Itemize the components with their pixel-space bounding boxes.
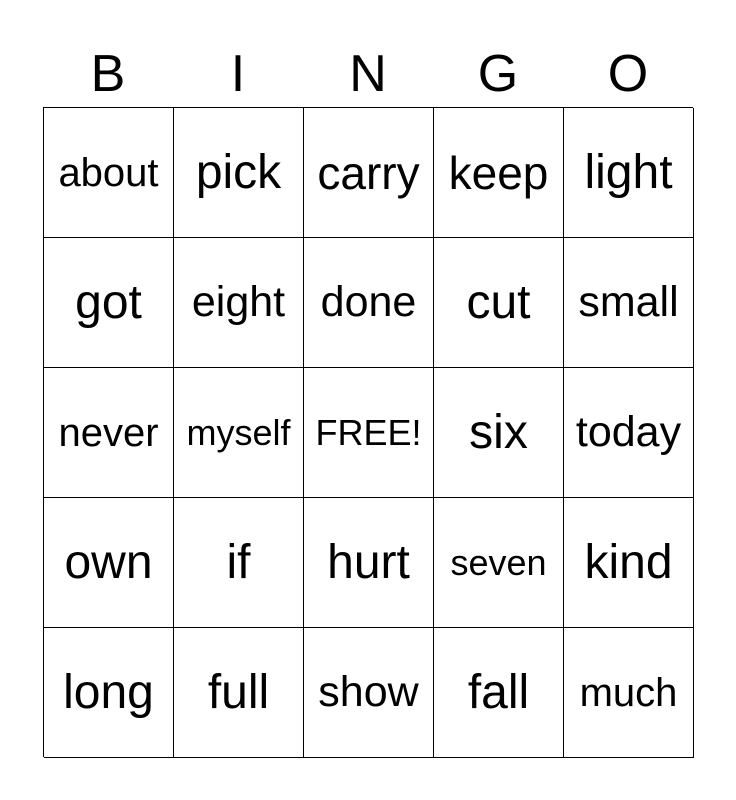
bingo-cell: today xyxy=(564,368,694,498)
header-letter-g: G xyxy=(477,45,519,103)
bingo-cell: seven xyxy=(434,498,564,628)
header-letter-i: I xyxy=(230,45,246,103)
bingo-header xyxy=(43,40,693,108)
bingo-board xyxy=(43,107,693,757)
bingo-cell: light xyxy=(564,108,694,238)
bingo-cell: myself xyxy=(174,368,304,498)
bingo-cell: about xyxy=(44,108,174,238)
bingo-cell: full xyxy=(174,628,304,758)
free-space-cell: FREE! xyxy=(304,368,434,498)
bingo-cell: keep xyxy=(434,108,564,238)
bingo-cell: small xyxy=(564,238,694,368)
header-letter-b: B xyxy=(90,45,126,103)
bingo-cell: never xyxy=(44,368,174,498)
header-letter-n: N xyxy=(349,45,387,103)
bingo-cell: hurt xyxy=(304,498,434,628)
bingo-cell: show xyxy=(304,628,434,758)
bingo-cell: fall xyxy=(434,628,564,758)
bingo-cell: six xyxy=(434,368,564,498)
header-letter-o: O xyxy=(607,45,649,103)
bingo-cell: kind xyxy=(564,498,694,628)
bingo-cell: got xyxy=(44,238,174,368)
bingo-cell: eight xyxy=(174,238,304,368)
bingo-cell: done xyxy=(304,238,434,368)
bingo-cell: carry xyxy=(304,108,434,238)
bingo-cell: if xyxy=(174,498,304,628)
bingo-cell: much xyxy=(564,628,694,758)
bingo-cell: long xyxy=(44,628,174,758)
bingo-cell: cut xyxy=(434,238,564,368)
bingo-cell: own xyxy=(44,498,174,628)
bingo-cell: pick xyxy=(174,108,304,238)
